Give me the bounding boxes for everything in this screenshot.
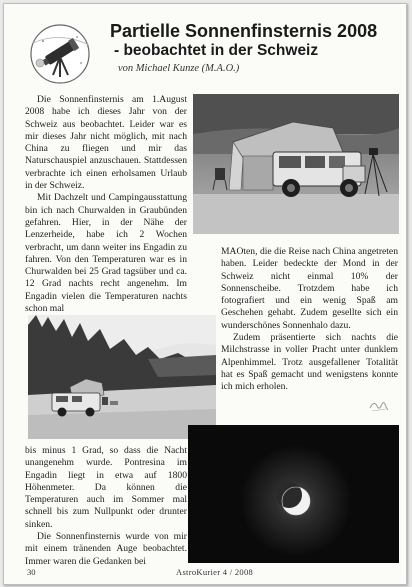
photo-partial-eclipse — [188, 425, 399, 563]
photo-alpine-meadow — [28, 315, 216, 439]
column-2 — [221, 246, 398, 394]
paragraph: Die Sonnenfinsternis am 1.August 2008 habe ich dieses Jahr von der Schweiz aus beobachtet. Leider war es mir dieses Jahr nicht möglich, mit nach China zu fliegen und mir das Naturschauspiel anzuschauen. Stattdessen verbrachte ich einen erholsamen Urlaub in der Schweiz. — [25, 94, 187, 192]
column-1-bottom — [25, 445, 187, 568]
magazine-logo — [29, 23, 91, 85]
paragraph: Die Sonnenfinsternis wurde von mir mit einem tränenden Auge beobachtet. Immer waren die Gedanken bei — [25, 531, 187, 567]
column-1-top — [25, 94, 187, 315]
author-signature — [368, 398, 390, 414]
magazine-footer: AstroKurier 4 / 2008 — [176, 567, 254, 577]
article-title: Partielle Sonnenfinsternis 2008 — [110, 21, 378, 41]
paragraph: MAOten, die die Reise nach China angetreten haben. Leider bedeckte der Mond in der Schweiz nicht einmal 10% der Sonnenscheibe. Trotzdem habe ich fotografiert und ein wenig Spaß am Geschehen gehabt. Zudem gesellte sich ein wunderschönes Sonnenhalo dazu. — [221, 246, 398, 331]
photo-camping-vehicle — [193, 94, 399, 234]
paragraph: Zudem präsentierte sich nachts die Milchstrasse in voller Pracht unter dunklem Alpenhimmel. Trotz ausgefallener Totalität hat es Spaß gemacht und wenigstens konnte ich mich erholen. — [221, 332, 398, 393]
paragraph: bis minus 1 Grad, so dass die Nacht unangenehm wurde. Pontresina im Engadin liegt in etwa auf 1800 Höhenmeter. Da können die Temperaturen auch im Sommer mal schnell bis zum Nullpunkt oder drunter sinken. — [25, 445, 187, 530]
paragraph: Mit Dachzelt und Campingausstattung bin ich nach Churwalden in Graubünden gefahren. Hier, in der Nähe der Lenzerheide, habe ich 2 Wochen verbracht, um dann weiter ins Engadin zu fahren. Von den Temperaturen war es in Churwalden bei 25 Grad tagsüber und ca. 12 Grad nachts recht angenehm. Im Engadin vielen die Temperaturen nachts schon mal — [25, 192, 187, 315]
article-subtitle: - beobachtet in der Schweiz — [114, 42, 319, 59]
page-number: 30 — [27, 567, 36, 577]
article-author: von Michael Kunze (M.A.O.) — [118, 63, 240, 74]
magazine-page — [3, 3, 407, 585]
